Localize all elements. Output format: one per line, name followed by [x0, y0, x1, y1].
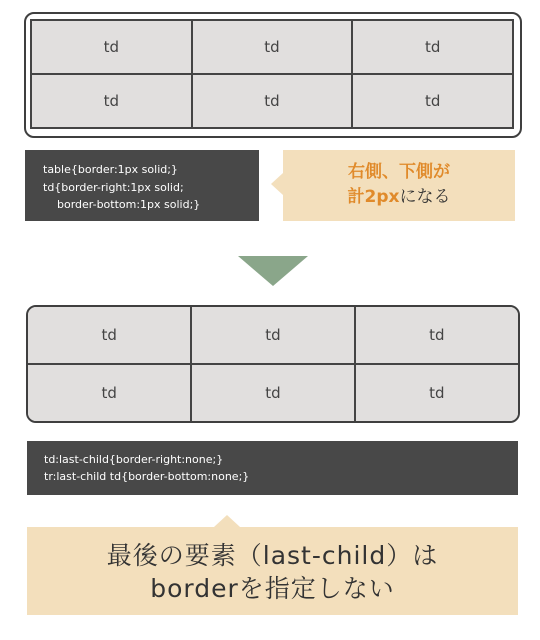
- table-cell: td: [31, 74, 192, 128]
- table-after: [28, 307, 518, 421]
- code-line: td{border-right:1px solid;: [43, 180, 184, 194]
- callout-before: [283, 150, 515, 221]
- table-cell: td: [191, 364, 354, 421]
- table-cell: td: [192, 20, 353, 74]
- table-cell: td: [352, 74, 513, 128]
- table-before-frame: [24, 12, 522, 138]
- code-block-before: [25, 150, 259, 221]
- table-cell: td: [192, 74, 353, 128]
- callout-text: になる: [399, 187, 451, 207]
- table-row: [31, 74, 513, 128]
- callout-line: borderを指定しない: [150, 574, 395, 603]
- table-cell: td: [355, 364, 518, 421]
- callout-highlight: 右側、下側が: [348, 162, 450, 182]
- code-line: td:last-child{border-right:none;}: [44, 453, 224, 466]
- code-line: table{border:1px solid;}: [43, 163, 178, 176]
- callout-line: 最後の要素（last-child）は: [106, 541, 439, 570]
- callout-tail: [271, 173, 283, 195]
- table-cell: td: [31, 20, 192, 74]
- table-cell: td: [28, 307, 191, 364]
- table-row: [28, 307, 518, 364]
- table-cell: td: [352, 20, 513, 74]
- table-row: [31, 20, 513, 74]
- table-before: [30, 19, 514, 129]
- callout-tail: [214, 515, 240, 527]
- table-cell: td: [28, 364, 191, 421]
- table-row: [28, 364, 518, 421]
- callout-after: [27, 527, 518, 615]
- table-cell: td: [191, 307, 354, 364]
- callout-highlight: 計2px: [347, 187, 400, 207]
- code-line: border-bottom:1px solid;}: [43, 198, 201, 211]
- code-line: tr:last-child td{border-bottom:none;}: [44, 470, 250, 483]
- table-cell: td: [355, 307, 518, 364]
- code-block-after: [27, 441, 518, 495]
- down-arrow-icon: [238, 256, 308, 286]
- table-after-frame: [26, 305, 520, 423]
